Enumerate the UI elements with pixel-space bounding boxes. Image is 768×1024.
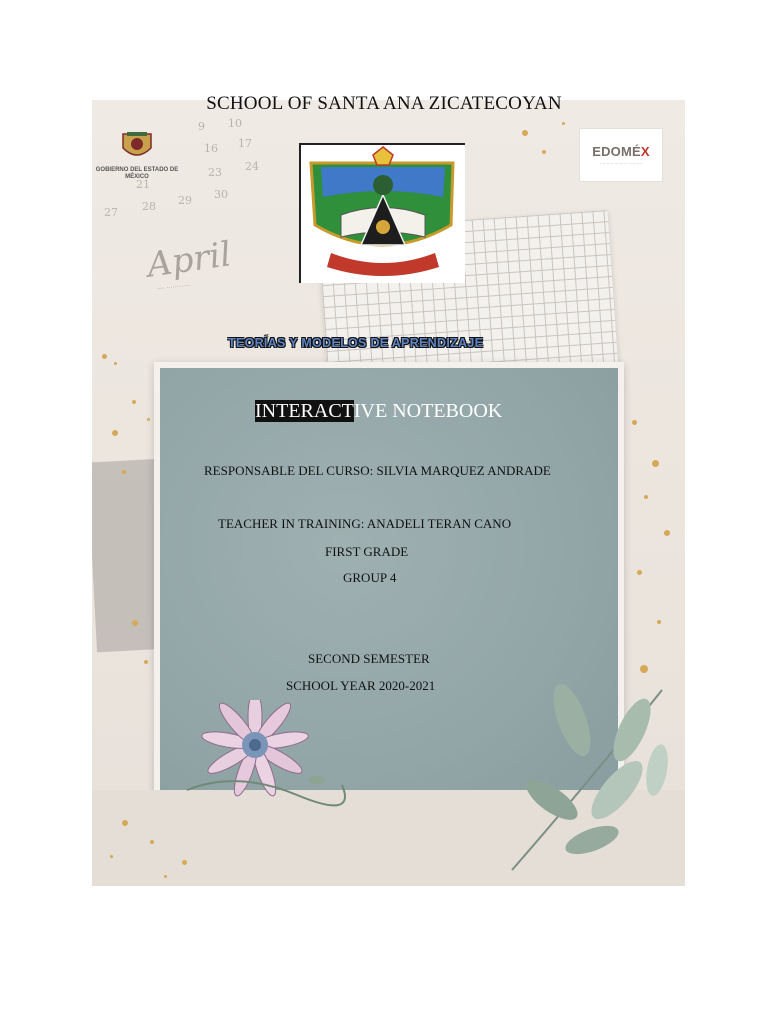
calendar-number: 16	[204, 142, 218, 155]
gold-dot	[644, 495, 648, 499]
school-crest-icon	[301, 145, 465, 283]
calendar-number: 17	[238, 137, 252, 150]
gold-dot	[664, 530, 670, 536]
government-logo	[92, 130, 182, 185]
gold-dot	[102, 354, 107, 359]
calendar-number: 24	[245, 160, 259, 173]
calendar-number: 10	[228, 117, 242, 130]
gold-dot	[652, 460, 659, 467]
edomex-wordmark: EDOMÉX	[592, 144, 650, 159]
teacher-in-training: TEACHER IN TRAINING: ANADELI TERAN CANO	[218, 516, 512, 531]
april-subtitle-decoration: ···· ······ ·····	[156, 283, 191, 293]
calendar-number: 21	[136, 178, 150, 191]
calendar-number: 27	[104, 206, 118, 219]
notebook-title-highlight: INTERACT	[255, 400, 354, 422]
april-script: April	[144, 234, 234, 286]
gold-dot	[114, 362, 117, 365]
gold-dot	[637, 570, 642, 575]
course-responsible: RESPONSABLE DEL CURSO: SILVIA MARQUEZ ANDRADE	[204, 463, 551, 478]
grade: FIRST GRADE	[325, 544, 409, 559]
gold-dot	[112, 430, 118, 436]
calendar-number: 28	[142, 200, 156, 213]
gold-dot	[164, 875, 167, 878]
gold-dot	[522, 130, 528, 136]
gold-dot	[150, 840, 154, 844]
gold-dot	[657, 620, 661, 624]
gold-dot	[542, 150, 546, 154]
gold-dot	[147, 418, 150, 421]
leaf-branch-illustration	[492, 670, 682, 880]
semester: SECOND SEMESTER	[308, 651, 430, 666]
calendar-number: 29	[178, 194, 192, 207]
course-title: TEORÍAS Y MODELOS DE APRENDIZAJE	[228, 336, 484, 350]
school-title: SCHOOL OF SANTA ANA ZICATECOYAN	[206, 93, 562, 114]
gold-dot	[632, 420, 637, 425]
notebook-title-rest: IVE NOTEBOOK	[353, 400, 503, 422]
gold-dot	[132, 400, 136, 404]
gold-dot	[122, 470, 126, 474]
gold-dot	[110, 855, 113, 858]
gold-dot	[562, 122, 565, 125]
passion-flower-illustration	[177, 700, 347, 810]
school-year: SCHOOL YEAR 2020-2021	[286, 678, 436, 693]
coat-of-arms-icon	[117, 130, 157, 162]
notebook-title	[255, 400, 502, 423]
school-crest-logo	[299, 143, 465, 283]
calendar-number: 30	[214, 188, 228, 201]
gold-dot	[182, 860, 187, 865]
edomex-tagline-decoration: ·········· ·········· ··········	[599, 161, 643, 166]
calendar-number: 9	[198, 120, 205, 133]
gold-dot	[132, 620, 138, 626]
group: GROUP 4	[343, 570, 397, 585]
gold-dot	[144, 660, 148, 664]
gov-logo-label: GOBIERNO DEL ESTADO DE MÉXICO	[95, 167, 179, 180]
edomex-logo	[579, 128, 663, 182]
calendar-number: 23	[208, 166, 222, 179]
gold-dot	[122, 820, 128, 826]
